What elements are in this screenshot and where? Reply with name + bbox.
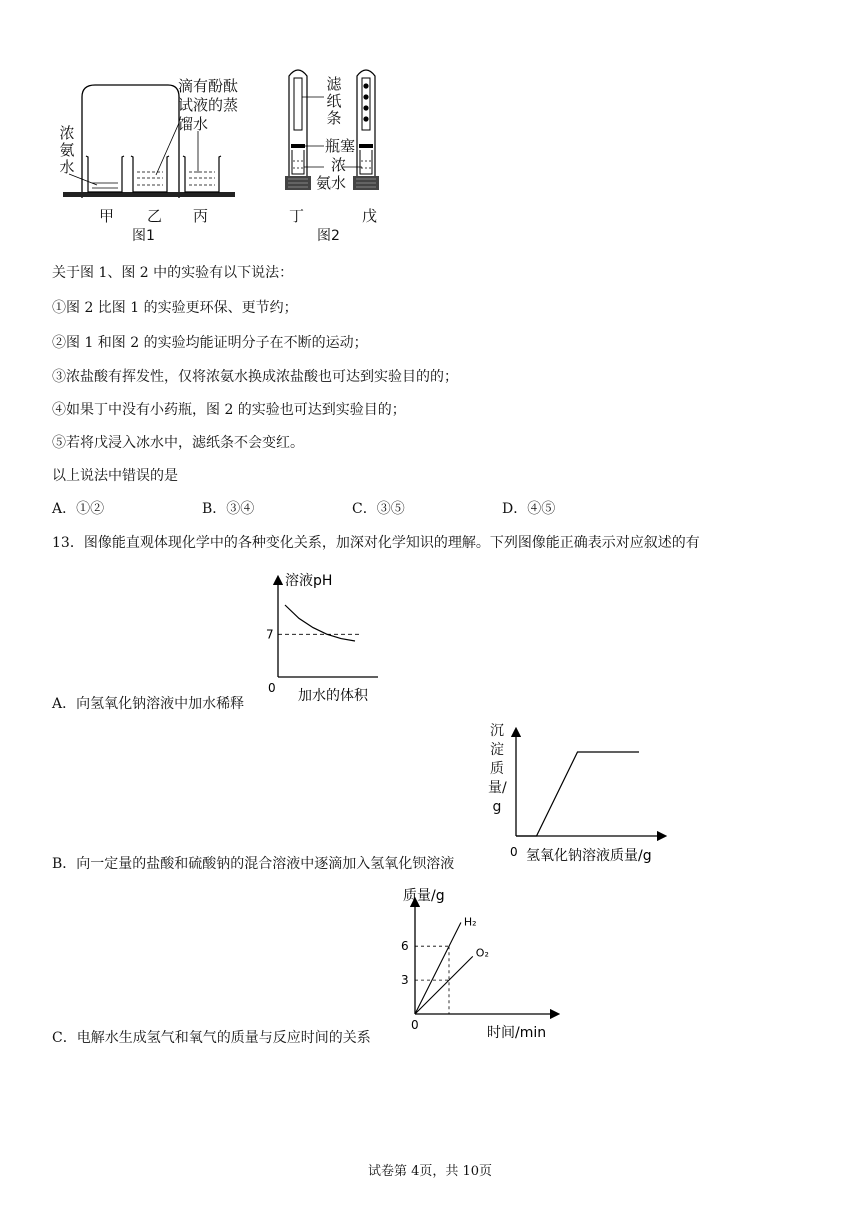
fig2-stopper-label: 瓶塞 <box>325 137 356 155</box>
chart-b-precipitate <box>478 720 678 870</box>
chart-c-label-h2: H₂ <box>463 915 477 929</box>
fig1-ammonia-label: 浓氨水 <box>59 124 75 176</box>
chart-b-series-line <box>516 752 639 836</box>
page-footer: 试卷第 4页，共 10页 <box>367 1164 493 1179</box>
chart-a-ph-dilution <box>260 570 390 710</box>
fig2-ammonia-label-line2: 氨水 <box>316 174 347 192</box>
q12-option-a[interactable]: A．①② <box>52 501 105 517</box>
chart-b-xlabel: 氢氧化钠溶液质量/g <box>526 848 652 864</box>
q12-option-d[interactable]: D．④⑤ <box>502 501 556 517</box>
q12-statement-4: ④如果丁中没有小药瓶，图 2 的实验也可达到实验目的； <box>52 402 406 418</box>
chart-a-tick-7: 7 <box>266 627 274 642</box>
fig1-phenol-label-line3: 馏水 <box>178 115 209 133</box>
fig1-beaker-label-jia: 甲 <box>99 207 115 225</box>
chart-c-ylabel: 质量/g <box>403 888 445 904</box>
chart-c-tick-6: 6 <box>401 939 409 954</box>
fig1-phenol-label-line2: 试液的蒸 <box>178 96 239 114</box>
q13-option-c[interactable]: C．电解水生成氢气和氧气的质量与反应时间的关系 <box>52 1030 371 1046</box>
chart-c-line-h2 <box>415 923 461 1015</box>
fig1-beaker-label-yi: 乙 <box>147 207 163 225</box>
chart-c-label-o2: O₂ <box>475 946 489 960</box>
chart-c-line-o2 <box>415 956 473 1014</box>
q13-option-b[interactable]: B．向一定量的盐酸和硫酸钠的混合溶液中逐滴加入氢氧化钡溶液 <box>52 856 455 872</box>
fig2-tube-label-wu: 戊 <box>362 207 378 225</box>
q12-statement-3: ③浓盐酸有挥发性，仅将浓氨水换成浓盐酸也可达到实验目的的； <box>52 369 458 385</box>
fig2-ammonia-label-line1: 浓 <box>331 156 347 174</box>
q12-statement-5: ⑤若将戊浸入冰水中，滤纸条不会变红。 <box>52 435 304 451</box>
q12-option-c[interactable]: C．③⑤ <box>352 501 405 517</box>
chart-c-tick-3: 3 <box>401 973 409 988</box>
fig2-filter-strip-label: 滤纸条 <box>326 75 342 127</box>
q12-question: 以上说法中错误的是 <box>52 468 178 484</box>
fig1-caption: 图1 <box>132 228 155 244</box>
chart-a-ylabel: 溶液pH <box>285 573 333 589</box>
q12-statement-1: ①图 2 比图 1 的实验更环保、更节约； <box>52 300 298 316</box>
chart-a-ph-curve <box>285 605 355 641</box>
q12-option-b[interactable]: B．③④ <box>202 501 255 517</box>
q13-option-a[interactable]: A．向氢氧化钠溶液中加水稀释 <box>52 696 245 712</box>
q12-intro: 关于图 1、图 2 中的实验有以下说法： <box>52 265 294 281</box>
chart-b-origin: 0 <box>510 845 518 859</box>
chart-a-xlabel: 加水的体积 <box>298 688 368 704</box>
fig2-caption: 图2 <box>317 228 340 244</box>
q13-stem: 13．图像能直观体现化学中的各种变化关系，加深对化学知识的理解。下列图像能正确表示对应叙述的有 <box>52 535 700 551</box>
chart-c-xlabel: 时间/min <box>487 1025 547 1041</box>
chart-c-electrolysis <box>395 882 565 1042</box>
chart-b-ylabel: 沉淀质量/g <box>488 723 507 815</box>
fig1-beaker-label-bing: 丙 <box>193 207 209 225</box>
q12-statement-2: ②图 1 和图 2 的实验均能证明分子在不断的运动； <box>52 335 368 351</box>
fig1-phenol-label-line1: 滴有酚酞 <box>178 77 239 95</box>
fig2-tube-label-ding: 丁 <box>289 207 305 225</box>
chart-a-origin: 0 <box>268 681 276 695</box>
chart-c-origin: 0 <box>411 1018 419 1032</box>
